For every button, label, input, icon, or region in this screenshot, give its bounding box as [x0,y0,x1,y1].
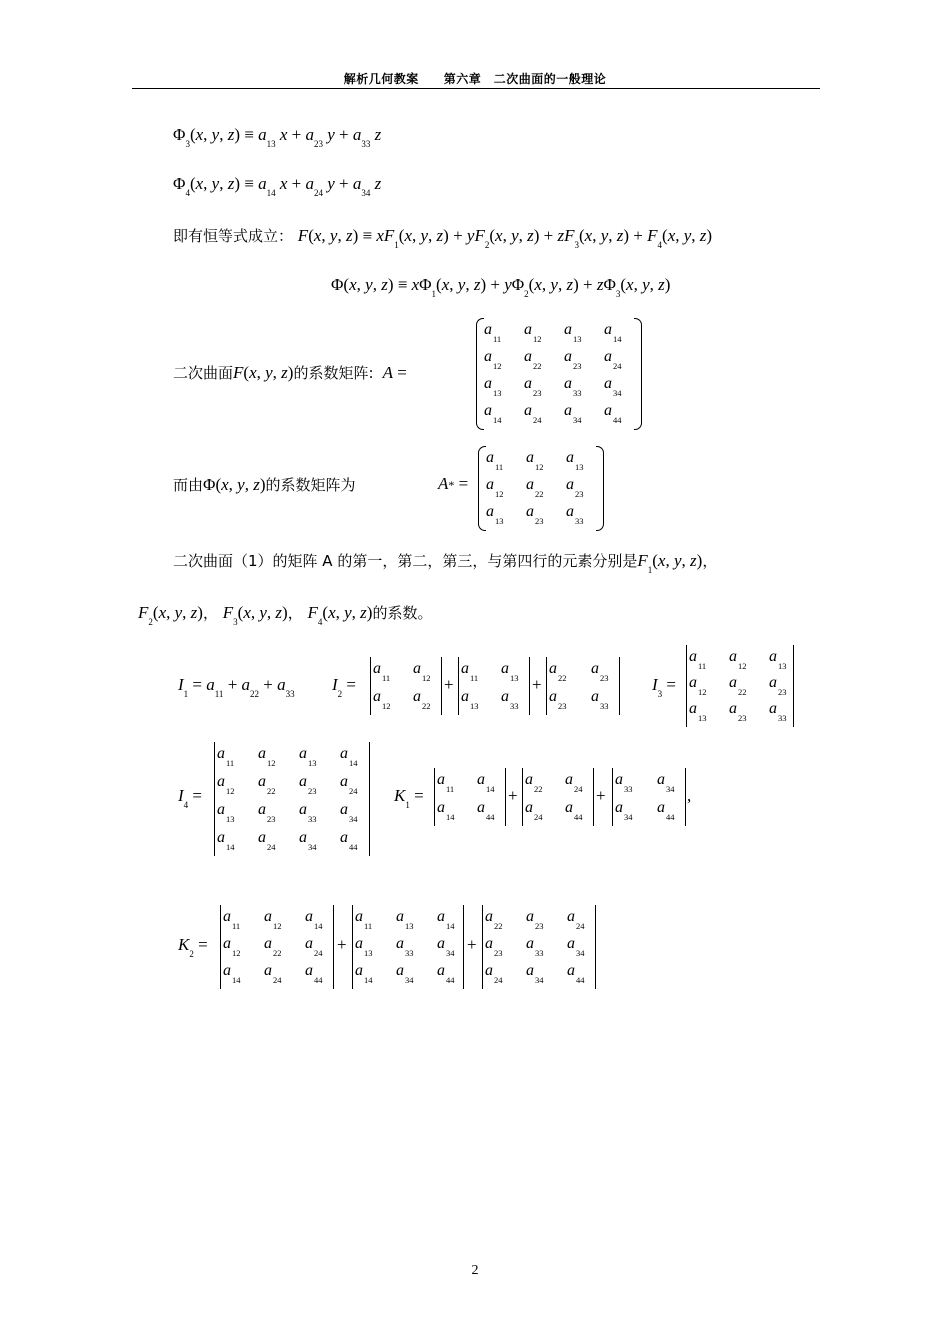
matrix-entry: $a_{34}$ [657,771,675,794]
matrix-entry: $a_{33}$ [564,375,582,398]
det-k1-3 [612,768,686,826]
matrix-entry: $a_{24}$ [305,935,323,958]
plus-sign: + [596,786,606,805]
matrix-entry: $a_{33}$ [396,935,414,958]
formula-identity-f: 即有恒等式成立： F(x, y, $z) \equiv xF_1(x$, y, $z) + yF_2(x$, y, $z) + zF_3(x$, y, $z) + F_4(x$, y, z) [173,226,713,250]
matrix-entry: $a_{23}$ [591,660,609,683]
plus-sign: + [467,935,477,954]
matrix-entry: $a_{44}$ [305,962,323,985]
matrix-entry: $a_{34}$ [604,375,622,398]
matrix-entry: $a_{34}$ [299,829,317,852]
header-chapter-title: 二次曲面的一般理论 [493,72,607,86]
matrix-a-star [478,446,604,531]
matrix-entry: $a_{12}$ [264,908,282,931]
phi-suffix: 的系数矩阵为 [265,476,356,494]
matrix-entry: $a_{33}$ [501,688,519,711]
matrix-entry: $a_{44}$ [477,799,495,822]
rows-tail: 的系数。 [372,604,433,622]
matrix-entry: $a_{14}$ [340,745,358,768]
matrix-entry: $a_{14}$ [477,771,495,794]
matrix-entry: $a_{24}$ [565,771,583,794]
matrix-entry: $a_{33}$ [299,801,317,824]
matrix-entry: $a_{23}$ [299,773,317,796]
matrix-entry: $a_{11}$ [437,771,455,794]
coef-matrix-suffix: 的系数矩阵: [293,364,374,382]
matrix-entry: $a_{12}$ [223,935,241,958]
matrix-entry: $a_{13}$ [564,321,582,344]
astar-symbol: A* = [438,474,469,493]
rows-text: 二次曲面（1）的矩阵 A 的第一，第二，第三，与第四行的元素分别是 [173,552,638,570]
matrix-entry: $a_{22}$ [524,348,542,371]
matrix-entry: $a_{12}$ [413,660,431,683]
matrix-entry: $a_{34}$ [396,962,414,985]
formula-identity-phi: Φ(x, y, $z) \equiv x\Phi_1(x$, y, $z) + y\Phi_2(x$, y, $z) + z\Phi_3(x$, y, z) [331,275,671,299]
matrix-entry: $a_{22}$ [549,660,567,683]
matrix-entry: $a_{44}$ [565,799,583,822]
coef-matrix-label: 二次曲面 [173,364,234,382]
matrix-entry: $a_{24}$ [264,962,282,985]
matrix-entry: $a_{22}$ [526,476,544,499]
invariant-i1: $I_1 = a_{11} + a_{22} + a_{33}$ [178,675,295,699]
matrix-entry: $a_{23}$ [485,935,503,958]
matrix-entry: $a_{12}$ [217,773,235,796]
matrix-entry: $a_{11}$ [486,449,504,472]
matrix-entry: $a_{11}$ [355,908,373,931]
matrix-entry: $a_{13}$ [484,375,502,398]
matrix-entry: $a_{44}$ [657,799,675,822]
matrix-entry: $a_{33}$ [769,700,787,723]
matrix-entry: $a_{11}$ [484,321,502,344]
matrix-entry: $a_{12}$ [373,688,391,711]
det-k1-2 [522,768,594,826]
matrix-entry: $a_{24}$ [258,829,276,852]
det-k2-3 [482,905,596,989]
matrix-entry: $a_{23}$ [769,674,787,697]
matrix-entry: $a_{24}$ [567,908,585,931]
matrix-entry: $a_{11}$ [223,908,241,931]
matrix-astar-label: 而由Φ(x, y, z)的系数矩阵为 [173,475,356,494]
matrix-entry: $a_{12}$ [258,745,276,768]
det-i2-3 [546,657,620,715]
matrix-entry: $a_{33}$ [615,771,633,794]
matrix-entry: $a_{34}$ [340,801,358,824]
invariant-i3-label: $I_3$ = [652,675,677,699]
det-i3 [686,645,794,727]
matrix-entry: $a_{13}$ [299,745,317,768]
matrix-entry: $a_{23}$ [524,375,542,398]
det-i2-1 [370,657,442,715]
header-chapter: 第六章 [443,72,482,86]
det-k2-2 [352,905,464,989]
matrix-entry: $a_{44}$ [340,829,358,852]
matrix-a-label: 二次曲面F(x, y, z)的系数矩阵: A = [173,363,407,382]
det-k1-1 [434,768,506,826]
matrix-entry: $a_{23}$ [566,476,584,499]
invariant-i4-label: $I_4$ = [178,786,203,810]
matrix-entry: $a_{13}$ [689,700,707,723]
matrix-entry: $a_{13}$ [217,801,235,824]
invariant-k2-label: $K_2$ = [178,935,208,959]
matrix-entry: $a_{14}$ [604,321,622,344]
rows-paragraph-line1: 二次曲面（1）的矩阵 A 的第一，第二，第三，与第四行的元素分别是$F_1(x$, y, z)， [173,551,718,575]
page-number: 2 [471,1263,479,1278]
matrix-entry: $a_{33}$ [526,935,544,958]
matrix-entry: $a_{33}$ [591,688,609,711]
matrix-entry: $a_{22}$ [264,935,282,958]
matrix-entry: $a_{13}$ [769,648,787,671]
matrix-entry: $a_{12}$ [486,476,504,499]
matrix-entry: $a_{34}$ [615,799,633,822]
header-rule [132,88,820,89]
identity-label: 即有恒等式成立： [173,227,294,245]
matrix-entry: $a_{14}$ [217,829,235,852]
formula-phi3: $\Phi_3(x$, y, $z) \equiv a_{13}$ $x + a_{23}$ $y + a_{33}$ z [173,125,382,149]
matrix-entry: $a_{11}$ [461,660,479,683]
plus-sign: + [444,675,454,694]
matrix-entry: $a_{24}$ [525,799,543,822]
matrix-entry: $a_{22}$ [485,908,503,931]
matrix-entry: $a_{22}$ [413,688,431,711]
matrix-entry: $a_{13}$ [486,503,504,526]
matrix-entry: $a_{22}$ [729,674,747,697]
matrix-entry: $a_{23}$ [526,908,544,931]
det-i4 [214,742,370,856]
plus-sign: + [337,935,347,954]
matrix-entry: $a_{44}$ [567,962,585,985]
matrix-entry: $a_{11}$ [217,745,235,768]
matrix-entry: $a_{24}$ [604,348,622,371]
matrix-entry: $a_{24}$ [485,962,503,985]
header-title: 解析几何教案 [343,72,419,86]
matrix-entry: $a_{14}$ [223,962,241,985]
formula-phi4: $\Phi_4(x$, y, $z) \equiv a_{14}$ $x + a_{24}$ $y + a_{34}$ z [173,174,382,198]
matrix-entry: $a_{22}$ [525,771,543,794]
matrix-a [476,318,642,430]
matrix-entry: $a_{14}$ [305,908,323,931]
matrix-entry: $a_{12}$ [524,321,542,344]
comma: , [687,786,692,805]
matrix-entry: $a_{13}$ [566,449,584,472]
plus-sign: + [532,675,542,694]
matrix-entry: $a_{34}$ [564,402,582,425]
matrix-entry: $a_{23}$ [526,503,544,526]
matrix-entry: $a_{24}$ [340,773,358,796]
invariant-k1-label: $K_1$ = [394,786,424,810]
matrix-entry: $a_{44}$ [604,402,622,425]
matrix-entry: $a_{13}$ [461,688,479,711]
matrix-entry: $a_{12}$ [484,348,502,371]
matrix-entry: $a_{13}$ [501,660,519,683]
matrix-entry: $a_{23}$ [564,348,582,371]
matrix-entry: $a_{33}$ [566,503,584,526]
rows-paragraph-line2: $F_2(x$, y, z)， $F_3(x$, y, z)， $F_4(x$, y, z)的系数。 [138,603,433,627]
matrix-entry: $a_{14}$ [355,962,373,985]
det-i2-2 [458,657,530,715]
invariant-i2-label: $I_2$ = [332,675,357,699]
matrix-entry: $a_{34}$ [526,962,544,985]
plus-sign: + [508,786,518,805]
matrix-entry: $a_{34}$ [437,935,455,958]
matrix-entry: $a_{12}$ [689,674,707,697]
matrix-entry: $a_{13}$ [355,935,373,958]
matrix-entry: $a_{12}$ [526,449,544,472]
matrix-entry: $a_{14}$ [437,799,455,822]
matrix-entry: $a_{23}$ [258,801,276,824]
matrix-entry: $a_{44}$ [437,962,455,985]
det-k2-1 [220,905,334,989]
matrix-entry: $a_{11}$ [373,660,391,683]
phi-label: 而由 [173,476,204,494]
page-header [0,70,950,87]
matrix-entry: $a_{24}$ [524,402,542,425]
matrix-entry: $a_{14}$ [484,402,502,425]
matrix-entry: $a_{34}$ [567,935,585,958]
matrix-entry: $a_{23}$ [729,700,747,723]
matrix-entry: $a_{23}$ [549,688,567,711]
matrix-entry: $a_{13}$ [396,908,414,931]
matrix-entry: $a_{12}$ [729,648,747,671]
matrix-entry: $a_{14}$ [437,908,455,931]
matrix-entry: $a_{11}$ [689,648,707,671]
matrix-entry: $a_{22}$ [258,773,276,796]
